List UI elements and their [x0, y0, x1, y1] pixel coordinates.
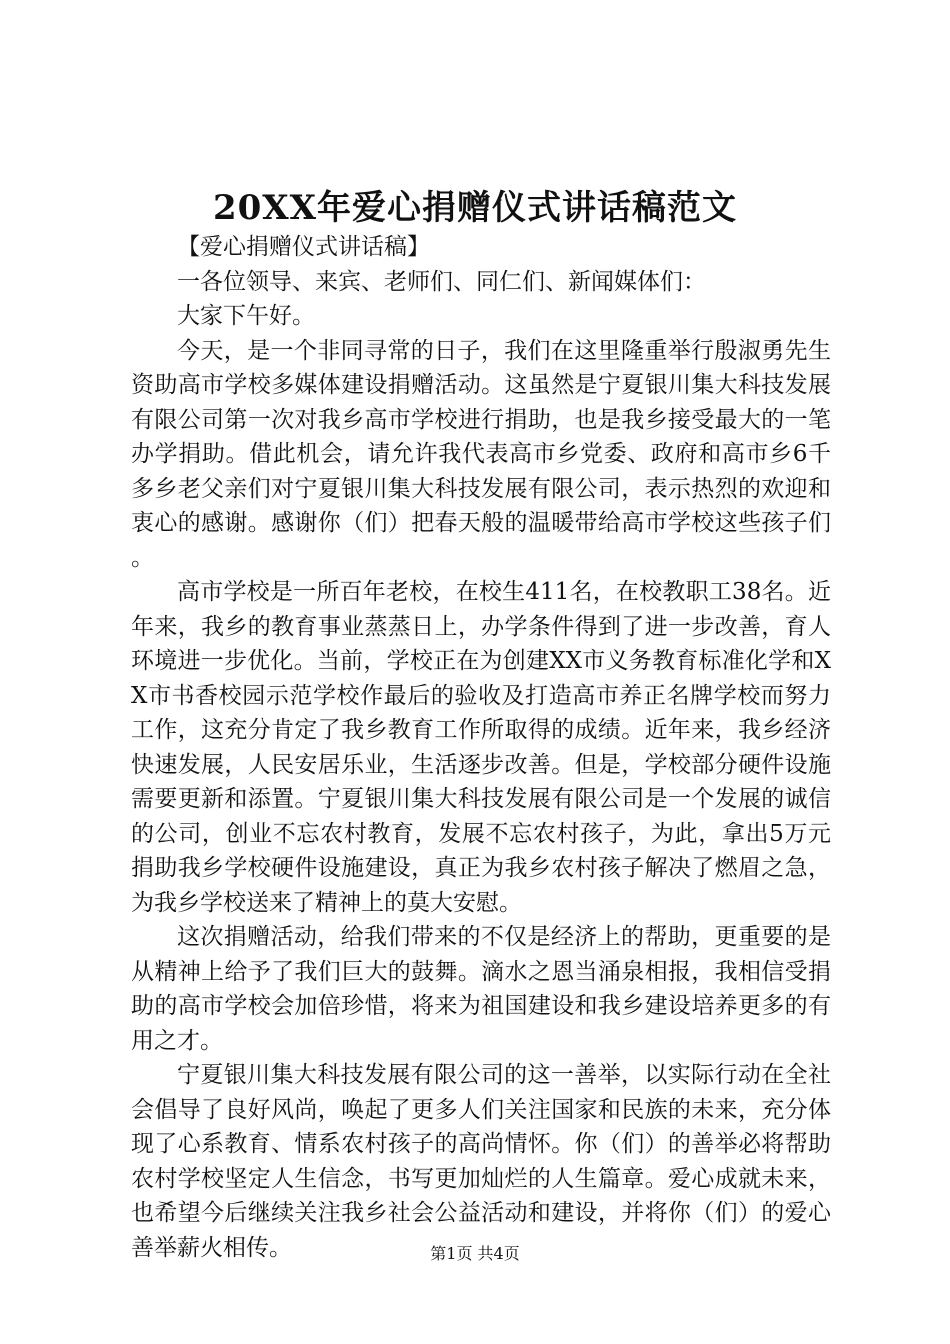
paragraph: 这次捐赠活动，给我们带来的不仅是经济上的帮助，更重要的是从精神上给予了我们巨大的鼓舞。滴水之恩当涌泉相报，我相信受捐助的高市学校会加倍珍惜，将来为祖国建设和我乡建设培养更多的有用之才。	[131, 924, 831, 1054]
paragraph-salutation: 一各位领导、来宾、老师们、同仁们、新闻媒体们：	[177, 268, 706, 295]
paragraph: 高市学校是一所百年老校，在校生411名，在校教职工38名。近年来，我乡的教育事业蒸蒸日上，办学条件得到了进一步改善，育人环境进一步优化。当前，学校正在为创建XX市义务教育标准化学和XX市书香校园示范学校作最后的验收及打造高市养正名牌学校而努力工作，这充分肯定了我乡教育工作所取得的成绩。近年来，我乡经济快速发展，人民安居乐业，生活逐步改善。但是，学校部分硬件设施需要更新和添置。宁夏银川集大科技发展有限公司是一个发展的诚信的公司，创业不忘农村教育，发展不忘农村孩子，为此，拿出5万元捐助我乡学校硬件设施建设，真正为我乡农村孩子解决了燃眉之急，为我乡学校送来了精神上的莫大安慰。	[131, 579, 831, 916]
page-number: 第1页 共4页	[430, 1244, 520, 1263]
document-title: 20XX年爱心捐赠仪式讲话稿范文	[212, 188, 738, 228]
paragraph-heading: 【爱心捐赠仪式讲话稿】	[177, 234, 430, 260]
paragraph: 今天，是一个非同寻常的日子，我们在这里隆重举行殷淑勇先生资助高市学校多媒体建设捐赠活动。这虽然是宁夏银川集大科技发展有限公司第一次对我乡高市学校进行捐助，也是我乡接受最大的一笔办学捐助。借此机会，请允许我代表高市乡党委、政府和高市乡6千多乡老父亲们对宁夏银川集大科技发展有限公司，表示热烈的欢迎和衷心的感谢。感谢你（们）把春天般的温暖带给高市学校这些孩子们。	[131, 337, 831, 571]
paragraph-greeting: 大家下午好。	[177, 303, 315, 329]
document-body	[131, 230, 831, 1265]
paragraph: 宁夏银川集大科技发展有限公司的这一善举，以实际行动在全社会倡导了良好风尚，唤起了更多人们关注国家和民族的未来，充分体现了心系教育、情系农村孩子的高尚情怀。你（们）的善举必将帮助农村学校坚定人生信念，书写更加灿烂的人生篇章。爱心成就未来，也希望今后继续关注我乡社会公益活动和建设，并将你（们）的爱心善举薪火相传。	[131, 1062, 831, 1261]
